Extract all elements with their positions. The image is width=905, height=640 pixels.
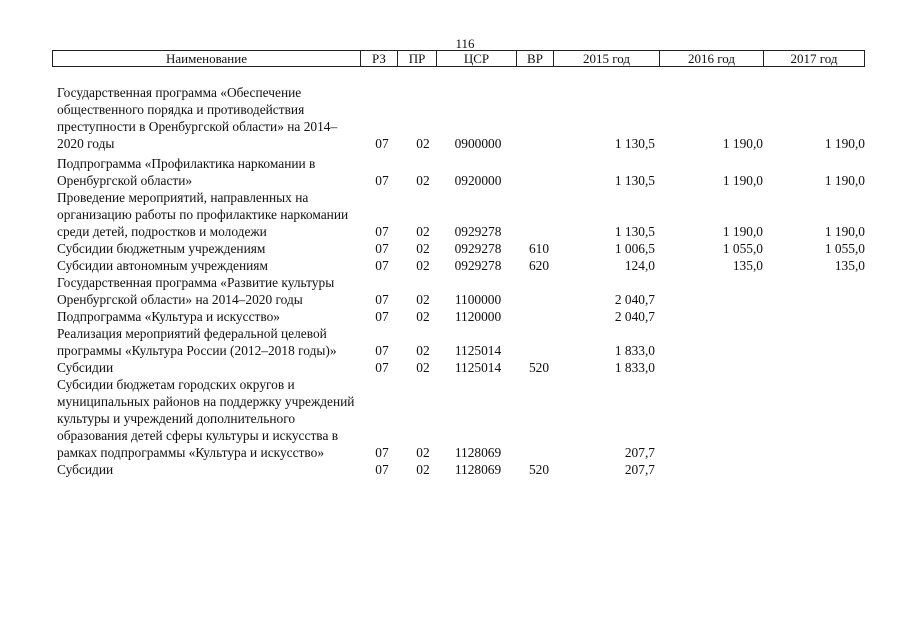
row-rz: 07 [375,173,389,188]
row-pr: 02 [416,173,430,188]
row-name: Государственная программа «Обеспечение общественного порядка и противодействия преступности в Оренбургской области» на 2014–2020 годы [57,85,338,151]
row-rz: 07 [375,309,389,324]
row-csr: 0929278 [454,258,502,273]
row-pr: 02 [416,224,430,239]
row-pr: 02 [416,292,430,307]
row-name: Проведение мероприятий, направленных на организацию работы по профилактике наркомании среди детей, подростков и молодежи [57,190,349,239]
table-row [57,325,865,359]
row-2015: 124,0 [624,258,655,273]
row-2015: 207,7 [624,462,655,477]
table-header [52,50,865,67]
table-row [57,84,865,152]
row-2017: 1 190,0 [824,224,865,239]
row-name: Реализация мероприятий федеральной целевой программы «Культура России (2012–2018 годы)» [57,326,337,358]
row-2016: 1 055,0 [722,241,763,256]
row-2015: 1 833,0 [614,343,655,358]
row-2015: 1 130,5 [614,136,655,151]
row-pr: 02 [416,258,430,273]
row-rz: 07 [375,462,389,477]
row-2017: 135,0 [834,258,865,273]
row-name: Субсидии бюджетным учреждениям [57,241,266,256]
header-2015: 2015 год [554,51,660,66]
row-2015: 1 833,0 [614,360,655,375]
row-2016: 1 190,0 [722,136,763,151]
row-vr: 620 [528,258,550,273]
table-row [57,257,865,274]
row-name: Подпрограмма «Профилактика наркомании в Оренбургской области» [57,156,316,188]
row-rz: 07 [375,258,389,273]
row-rz: 07 [375,241,389,256]
table-row [57,189,865,240]
row-vr: 520 [528,462,550,477]
row-csr: 1120000 [454,309,502,324]
row-csr: 1125014 [454,343,502,358]
row-2017: 1 190,0 [824,136,865,151]
row-2015: 207,7 [624,445,655,460]
row-2015: 1 130,5 [614,173,655,188]
table-row [57,274,865,308]
row-rz: 07 [375,360,389,375]
header-csr: ЦСР [437,51,517,66]
row-rz: 07 [375,343,389,358]
row-pr: 02 [416,309,430,324]
table-row [57,359,865,376]
row-csr: 0920000 [454,173,502,188]
header-rz: РЗ [361,51,398,66]
table-row [57,308,865,325]
row-name: Субсидии [57,462,114,477]
header-vr: ВР [517,51,554,66]
row-csr: 0900000 [454,136,502,151]
row-rz: 07 [375,292,389,307]
row-pr: 02 [416,445,430,460]
row-rz: 07 [375,445,389,460]
row-2015: 1 130,5 [614,224,655,239]
row-pr: 02 [416,462,430,477]
row-2017: 1 190,0 [824,173,865,188]
row-name: Субсидии бюджетам городских округов и муниципальных районов на поддержку учреждений культуры и учреждений дополнительного образования детей сферы культуры и искусства в рамках подпрограммы «Культура и искусство» [57,377,355,460]
row-2015: 2 040,7 [614,309,655,324]
table-row [57,155,865,189]
row-pr: 02 [416,343,430,358]
row-2016: 135,0 [732,258,763,273]
header-pr: ПР [398,51,437,66]
row-2015: 1 006,5 [614,241,655,256]
row-csr: 1128069 [454,445,502,460]
row-2015: 2 040,7 [614,292,655,307]
row-name: Субсидии автономным учреждениям [57,258,268,273]
table-row [57,461,865,478]
table-row [57,240,865,257]
row-csr: 0929278 [454,224,502,239]
row-vr: 610 [528,241,550,256]
row-name: Государственная программа «Развитие культуры Оренбургской области» на 2014–2020 годы [57,275,335,307]
row-2017: 1 055,0 [824,241,865,256]
header-2017: 2017 год [790,51,838,66]
header-name: Наименование [53,51,361,66]
row-rz: 07 [375,136,389,151]
row-name: Субсидии [57,360,114,375]
row-2016: 1 190,0 [722,224,763,239]
row-csr: 1100000 [454,292,502,307]
row-pr: 02 [416,360,430,375]
table-body [57,84,865,478]
page-number: 116 [455,36,475,51]
header-2016: 2016 год [660,51,764,66]
row-csr: 0929278 [454,241,502,256]
row-name: Подпрограмма «Культура и искусство» [57,309,280,324]
row-vr: 520 [528,360,550,375]
row-csr: 1128069 [454,462,502,477]
row-csr: 1125014 [454,360,502,375]
row-pr: 02 [416,136,430,151]
table-row [57,376,865,461]
row-rz: 07 [375,224,389,239]
row-pr: 02 [416,241,430,256]
row-2016: 1 190,0 [722,173,763,188]
